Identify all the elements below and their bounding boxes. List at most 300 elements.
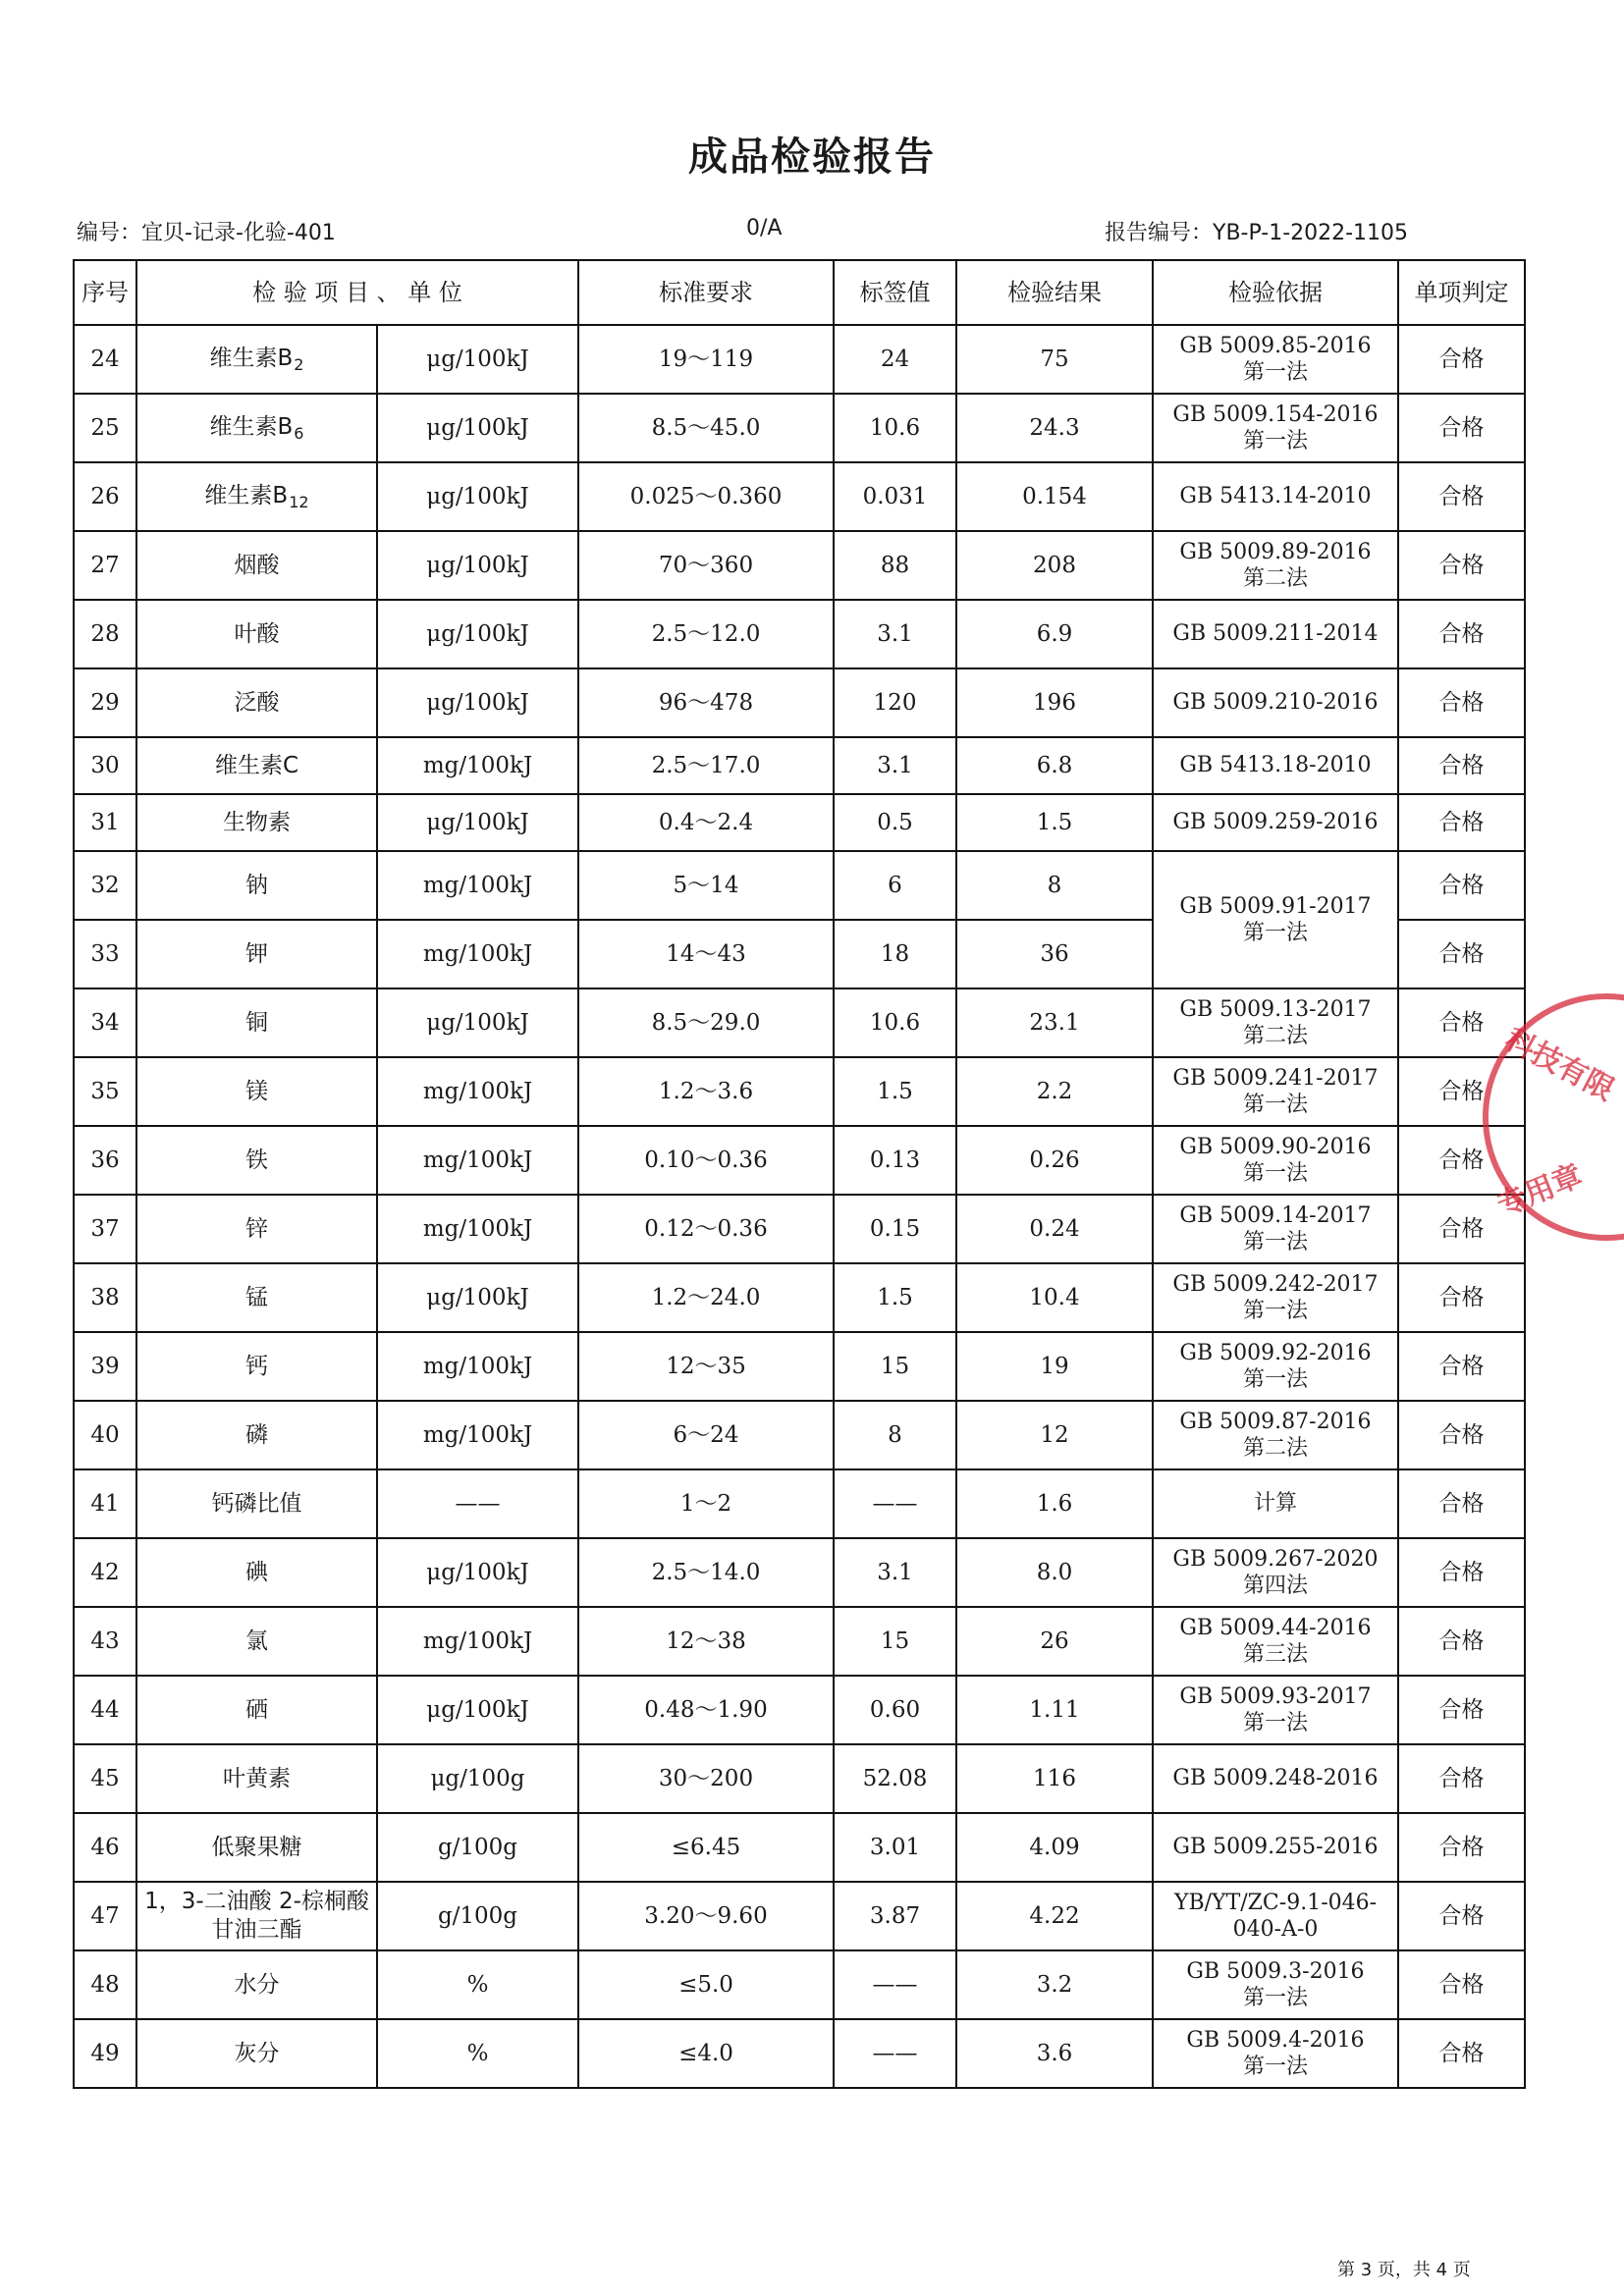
basis-method: 第一法 (1242, 429, 1308, 454)
row-number: 45 (74, 1744, 136, 1813)
standard-requirement: 0.48～1.90 (578, 1676, 834, 1744)
verdict: 合格 (1398, 1469, 1525, 1538)
basis-standard: GB 5009.210-2016 (1172, 690, 1379, 716)
standard-requirement: 19～119 (578, 325, 834, 394)
standard-requirement: 12～38 (578, 1607, 834, 1676)
label-value: —— (834, 1950, 956, 2019)
header-verdict: 单项判定 (1398, 260, 1525, 325)
header-result: 检验结果 (956, 260, 1153, 325)
item-name-text: 泛酸 (234, 689, 280, 716)
basis-standard: GB 5009.241-2017 (1172, 1065, 1379, 1091)
test-result: 1.5 (956, 794, 1153, 851)
row-number: 42 (74, 1538, 136, 1607)
test-result: 4.09 (956, 1813, 1153, 1882)
row-number: 38 (74, 1263, 136, 1332)
unit: mg/100kJ (377, 1195, 578, 1263)
label-value: 0.031 (834, 462, 956, 531)
test-basis (1153, 2019, 1398, 2088)
test-basis (1153, 1469, 1398, 1538)
test-result: 0.154 (956, 462, 1153, 531)
test-result: 0.24 (956, 1195, 1153, 1263)
test-result: 4.22 (956, 1882, 1153, 1950)
unit: mg/100kJ (377, 920, 578, 988)
test-basis (1153, 1195, 1398, 1263)
basis-standard: GB 5413.14-2010 (1179, 484, 1372, 509)
row-number: 33 (74, 920, 136, 988)
basis-method: 第三法 (1242, 1642, 1308, 1667)
verdict: 合格 (1398, 794, 1525, 851)
table-row (74, 1882, 1525, 1950)
test-basis (1153, 394, 1398, 462)
verdict: 合格 (1398, 1882, 1525, 1950)
test-result: 24.3 (956, 394, 1153, 462)
table-row (74, 1950, 1525, 2019)
unit: μg/100kJ (377, 600, 578, 668)
label-value: —— (834, 2019, 956, 2088)
item-name-text: 生物素 (223, 809, 291, 835)
test-basis (1153, 851, 1398, 988)
row-number: 24 (74, 325, 136, 394)
test-result: 0.26 (956, 1126, 1153, 1195)
item-name (136, 1950, 377, 2019)
label-value: 6 (834, 851, 956, 920)
verdict: 合格 (1398, 600, 1525, 668)
standard-requirement: 0.025～0.360 (578, 462, 834, 531)
item-name (136, 1607, 377, 1676)
row-number: 48 (74, 1950, 136, 2019)
row-number: 28 (74, 600, 136, 668)
verdict: 合格 (1398, 851, 1525, 920)
row-number: 49 (74, 2019, 136, 2088)
standard-requirement: 2.5～17.0 (578, 737, 834, 794)
row-number: 29 (74, 668, 136, 737)
basis-standard: GB 5009.154-2016 (1172, 401, 1379, 427)
item-name (136, 737, 377, 794)
item-name-text: 氯 (245, 1628, 268, 1654)
verdict: 合格 (1398, 1744, 1525, 1813)
row-number: 43 (74, 1607, 136, 1676)
test-basis (1153, 600, 1398, 668)
label-value: 10.6 (834, 394, 956, 462)
label-value: 3.1 (834, 737, 956, 794)
basis-method: 第一法 (1242, 360, 1308, 385)
row-number: 47 (74, 1882, 136, 1950)
standard-requirement: 0.10～0.36 (578, 1126, 834, 1195)
unit: mg/100kJ (377, 851, 578, 920)
row-number: 35 (74, 1057, 136, 1126)
basis-standard: GB 5009.211-2014 (1172, 621, 1379, 647)
basis-method: 第一法 (1242, 1161, 1308, 1186)
test-basis (1153, 1607, 1398, 1676)
item-name-text: 低聚果糖 (211, 1834, 302, 1860)
test-basis (1153, 988, 1398, 1057)
page-title: 成品检验报告 (688, 134, 936, 180)
label-value: 24 (834, 325, 956, 394)
table-row (74, 394, 1525, 462)
test-basis (1153, 668, 1398, 737)
test-result: 1.6 (956, 1469, 1153, 1538)
item-name (136, 531, 377, 600)
test-result: 75 (956, 325, 1153, 394)
table-row (74, 600, 1525, 668)
basis-standard: GB 5009.267-2020 (1172, 1546, 1379, 1572)
unit: mg/100kJ (377, 1332, 578, 1401)
basis-method: 第一法 (1242, 1230, 1308, 1255)
test-basis (1153, 1950, 1398, 2019)
basis-standard: GB 5009.87-2016 (1179, 1409, 1372, 1434)
unit: mg/100kJ (377, 1401, 578, 1469)
header-seq: 序号 (74, 260, 136, 325)
verdict: 合格 (1398, 462, 1525, 531)
basis-standard: GB 5009.14-2017 (1179, 1202, 1372, 1228)
standard-requirement: 1～2 (578, 1469, 834, 1538)
verdict: 合格 (1398, 668, 1525, 737)
test-result: 2.2 (956, 1057, 1153, 1126)
basis-method: 第一法 (1242, 1093, 1308, 1117)
seal-text-bottom: 专用章 (1492, 1158, 1588, 1224)
unit: mg/100kJ (377, 737, 578, 794)
basis-standard: GB 5009.13-2017 (1179, 996, 1372, 1022)
item-name-text: 维生素B (204, 482, 289, 508)
seal-text-top: 科技有限 (1499, 1022, 1620, 1108)
header-label-value: 标签值 (834, 260, 956, 325)
item-name (136, 1126, 377, 1195)
verdict: 合格 (1398, 1538, 1525, 1607)
test-basis (1153, 462, 1398, 531)
test-basis (1153, 1332, 1398, 1401)
test-basis (1153, 1813, 1398, 1882)
item-name (136, 1744, 377, 1813)
verdict: 合格 (1398, 1950, 1525, 2019)
item-name-text: 磷 (245, 1421, 268, 1448)
row-number: 36 (74, 1126, 136, 1195)
unit: μg/100kJ (377, 462, 578, 531)
basis-method: 第一法 (1242, 1299, 1308, 1323)
row-number: 27 (74, 531, 136, 600)
test-basis (1153, 1882, 1398, 1950)
label-value: 1.5 (834, 1057, 956, 1126)
item-name-text: 水分 (234, 1971, 280, 1998)
unit: % (377, 1950, 578, 2019)
verdict: 合格 (1398, 394, 1525, 462)
label-value: 3.01 (834, 1813, 956, 1882)
test-result: 1.11 (956, 1676, 1153, 1744)
label-value: 120 (834, 668, 956, 737)
table-row (74, 1676, 1525, 1744)
unit: mg/100kJ (377, 1057, 578, 1126)
item-name (136, 462, 377, 531)
item-name (136, 1195, 377, 1263)
test-basis (1153, 1057, 1398, 1126)
table-row (74, 1263, 1525, 1332)
unit: g/100g (377, 1813, 578, 1882)
basis-standard: GB 5009.4-2016 (1186, 2027, 1365, 2053)
label-value: 88 (834, 531, 956, 600)
item-name-text: 铁 (245, 1147, 268, 1173)
unit: μg/100kJ (377, 668, 578, 737)
standard-requirement: ≤6.45 (578, 1813, 834, 1882)
test-basis (1153, 325, 1398, 394)
row-number: 34 (74, 988, 136, 1057)
unit: mg/100kJ (377, 1607, 578, 1676)
item-name (136, 2019, 377, 2088)
basis-method: 第一法 (1242, 1986, 1308, 2010)
item-name (136, 1676, 377, 1744)
table-row (74, 2019, 1525, 2088)
page-footer: 第 3 页，共 4 页 (1337, 2260, 1471, 2280)
verdict: 合格 (1398, 1195, 1525, 1263)
standard-requirement: 0.4～2.4 (578, 794, 834, 851)
item-name (136, 325, 377, 394)
unit: μg/100kJ (377, 1263, 578, 1332)
item-name (136, 600, 377, 668)
unit: % (377, 2019, 578, 2088)
test-result: 6.9 (956, 600, 1153, 668)
row-number: 39 (74, 1332, 136, 1401)
standard-requirement: ≤5.0 (578, 1950, 834, 2019)
item-name-text: 维生素C (214, 752, 299, 778)
row-number: 37 (74, 1195, 136, 1263)
standard-requirement: 5～14 (578, 851, 834, 920)
table-row (74, 851, 1525, 920)
table-row (74, 794, 1525, 851)
test-basis (1153, 794, 1398, 851)
item-name (136, 1057, 377, 1126)
basis-standard: GB 5009.89-2016 (1179, 539, 1372, 564)
test-result: 26 (956, 1607, 1153, 1676)
label-value: 52.08 (834, 1744, 956, 1813)
report-number: 报告编号：YB-P-1-2022-1105 (1105, 221, 1409, 245)
item-subscript: 2 (294, 354, 304, 374)
test-result: 3.6 (956, 2019, 1153, 2088)
basis-standard: GB 5009.92-2016 (1179, 1340, 1372, 1365)
basis-method: 第一法 (1242, 2055, 1308, 2079)
row-number: 46 (74, 1813, 136, 1882)
unit: μg/100kJ (377, 988, 578, 1057)
basis-standard: GB 5413.18-2010 (1179, 753, 1372, 778)
test-basis (1153, 531, 1398, 600)
label-value: 1.5 (834, 1263, 956, 1332)
label-value: 0.13 (834, 1126, 956, 1195)
basis-method: 第一法 (1242, 921, 1308, 945)
item-name-text: 碘 (245, 1559, 268, 1585)
unit: μg/100g (377, 1744, 578, 1813)
test-result: 23.1 (956, 988, 1153, 1057)
standard-requirement: 14～43 (578, 920, 834, 988)
item-name (136, 1538, 377, 1607)
test-result: 6.8 (956, 737, 1153, 794)
standard-requirement: 8.5～45.0 (578, 394, 834, 462)
label-value: 15 (834, 1332, 956, 1401)
table-row (74, 988, 1525, 1057)
standard-requirement: 2.5～14.0 (578, 1538, 834, 1607)
row-number: 40 (74, 1401, 136, 1469)
verdict: 合格 (1398, 1676, 1525, 1744)
standard-requirement: 0.12～0.36 (578, 1195, 834, 1263)
label-value: 15 (834, 1607, 956, 1676)
item-name-text: 灰分 (234, 2040, 280, 2066)
item-name-text: 钠 (245, 872, 268, 898)
row-number: 30 (74, 737, 136, 794)
basis-standard: GB 5009.3-2016 (1186, 1958, 1365, 1984)
basis-method: 第四法 (1242, 1574, 1308, 1598)
item-name (136, 920, 377, 988)
label-value: 3.1 (834, 1538, 956, 1607)
unit: mg/100kJ (377, 1126, 578, 1195)
test-result: 3.2 (956, 1950, 1153, 2019)
row-number: 25 (74, 394, 136, 462)
item-name (136, 394, 377, 462)
label-value: 0.5 (834, 794, 956, 851)
unit: μg/100kJ (377, 394, 578, 462)
test-basis (1153, 737, 1398, 794)
table-body (74, 325, 1525, 2088)
test-basis (1153, 1126, 1398, 1195)
label-value: 3.87 (834, 1882, 956, 1950)
test-result: 8.0 (956, 1538, 1153, 1607)
table-row (74, 531, 1525, 600)
verdict: 合格 (1398, 988, 1525, 1057)
standard-requirement: 1.2～24.0 (578, 1263, 834, 1332)
row-number: 32 (74, 851, 136, 920)
row-number: 31 (74, 794, 136, 851)
label-value: 0.60 (834, 1676, 956, 1744)
item-name-text: 硒 (245, 1696, 268, 1723)
standard-requirement: 30～200 (578, 1744, 834, 1813)
basis-method: 第二法 (1242, 1436, 1308, 1461)
table-row (74, 1607, 1525, 1676)
verdict: 合格 (1398, 1263, 1525, 1332)
item-name (136, 851, 377, 920)
item-name (136, 1882, 377, 1950)
basis-standard: 计算 (1253, 1491, 1297, 1517)
label-value: 8 (834, 1401, 956, 1469)
table-row (74, 1538, 1525, 1607)
verdict: 合格 (1398, 1401, 1525, 1469)
test-basis (1153, 1263, 1398, 1332)
row-number: 41 (74, 1469, 136, 1538)
unit: μg/100kJ (377, 325, 578, 394)
header-standard: 标准要求 (578, 260, 834, 325)
verdict: 合格 (1398, 1057, 1525, 1126)
table-row (74, 668, 1525, 737)
table-header-row (74, 260, 1525, 325)
test-basis (1153, 1676, 1398, 1744)
standard-requirement: 12～35 (578, 1332, 834, 1401)
basis-standard: GB 5009.255-2016 (1172, 1835, 1379, 1860)
test-result: 116 (956, 1744, 1153, 1813)
unit: —— (377, 1469, 578, 1538)
record-number: 编号：宜贝-记录-化验-401 (77, 221, 336, 245)
verdict: 合格 (1398, 2019, 1525, 2088)
standard-requirement: 1.2～3.6 (578, 1057, 834, 1126)
standard-requirement: 96～478 (578, 668, 834, 737)
table-row (74, 1401, 1525, 1469)
unit: μg/100kJ (377, 531, 578, 600)
item-name-text: 1，3-二油酸 2-棕桐酸甘油三酯 (144, 1889, 369, 1943)
item-subscript: 12 (289, 492, 309, 511)
basis-method: 第一法 (1242, 1367, 1308, 1392)
unit: g/100g (377, 1882, 578, 1950)
basis-standard: YB/YT/ZC-9.1-046- (1173, 1890, 1378, 1915)
item-name-text: 维生素B (209, 345, 294, 371)
verdict: 合格 (1398, 325, 1525, 394)
test-result: 208 (956, 531, 1153, 600)
basis-standard: GB 5009.85-2016 (1179, 333, 1372, 358)
basis-standard: GB 5009.242-2017 (1172, 1271, 1379, 1297)
test-result: 196 (956, 668, 1153, 737)
item-name-text: 钙 (245, 1353, 268, 1379)
basis-standard: GB 5009.91-2017 (1179, 893, 1372, 919)
test-result: 19 (956, 1332, 1153, 1401)
unit: μg/100kJ (377, 794, 578, 851)
table-row (74, 1813, 1525, 1882)
test-result: 12 (956, 1401, 1153, 1469)
basis-standard: GB 5009.90-2016 (1179, 1134, 1372, 1159)
item-name (136, 1401, 377, 1469)
basis-standard: GB 5009.259-2016 (1172, 810, 1379, 835)
test-result: 8 (956, 851, 1153, 920)
basis-method: 第一法 (1242, 1711, 1308, 1735)
table-row (74, 462, 1525, 531)
basis-standard: GB 5009.44-2016 (1179, 1615, 1372, 1640)
item-name (136, 988, 377, 1057)
basis-method: 第二法 (1242, 1024, 1308, 1048)
row-number: 44 (74, 1676, 136, 1744)
table-row (74, 325, 1525, 394)
verdict: 合格 (1398, 1607, 1525, 1676)
verdict: 合格 (1398, 1126, 1525, 1195)
item-name (136, 1263, 377, 1332)
item-name (136, 668, 377, 737)
table-row (74, 1195, 1525, 1263)
header-basis: 检验依据 (1153, 260, 1398, 325)
basis-method: 040-A-0 (1232, 1917, 1319, 1942)
table-row (74, 1126, 1525, 1195)
verdict: 合格 (1398, 1813, 1525, 1882)
item-name (136, 794, 377, 851)
label-value: —— (834, 1469, 956, 1538)
standard-requirement: 70～360 (578, 531, 834, 600)
label-value: 10.6 (834, 988, 956, 1057)
item-name-text: 铜 (245, 1009, 268, 1036)
label-value: 18 (834, 920, 956, 988)
item-name-text: 钙磷比值 (211, 1490, 302, 1517)
item-name-text: 钾 (245, 940, 268, 967)
standard-requirement: 6～24 (578, 1401, 834, 1469)
test-result: 36 (956, 920, 1153, 988)
version-label: 0/A (746, 216, 783, 240)
item-name-text: 维生素B (209, 413, 294, 440)
test-result: 10.4 (956, 1263, 1153, 1332)
item-name-text: 烟酸 (234, 552, 280, 578)
test-basis (1153, 1401, 1398, 1469)
item-name (136, 1469, 377, 1538)
verdict: 合格 (1398, 737, 1525, 794)
inspection-table (73, 259, 1526, 2089)
basis-standard: GB 5009.248-2016 (1172, 1766, 1379, 1791)
verdict: 合格 (1398, 1332, 1525, 1401)
verdict: 合格 (1398, 531, 1525, 600)
item-name-text: 镁 (245, 1078, 268, 1104)
item-name-text: 锰 (245, 1284, 268, 1310)
item-name-text: 锌 (245, 1215, 268, 1242)
verdict: 合格 (1398, 920, 1525, 988)
basis-method: 第二法 (1242, 566, 1308, 591)
test-basis (1153, 1744, 1398, 1813)
item-name-text: 叶黄素 (223, 1765, 291, 1791)
standard-requirement: 3.20～9.60 (578, 1882, 834, 1950)
